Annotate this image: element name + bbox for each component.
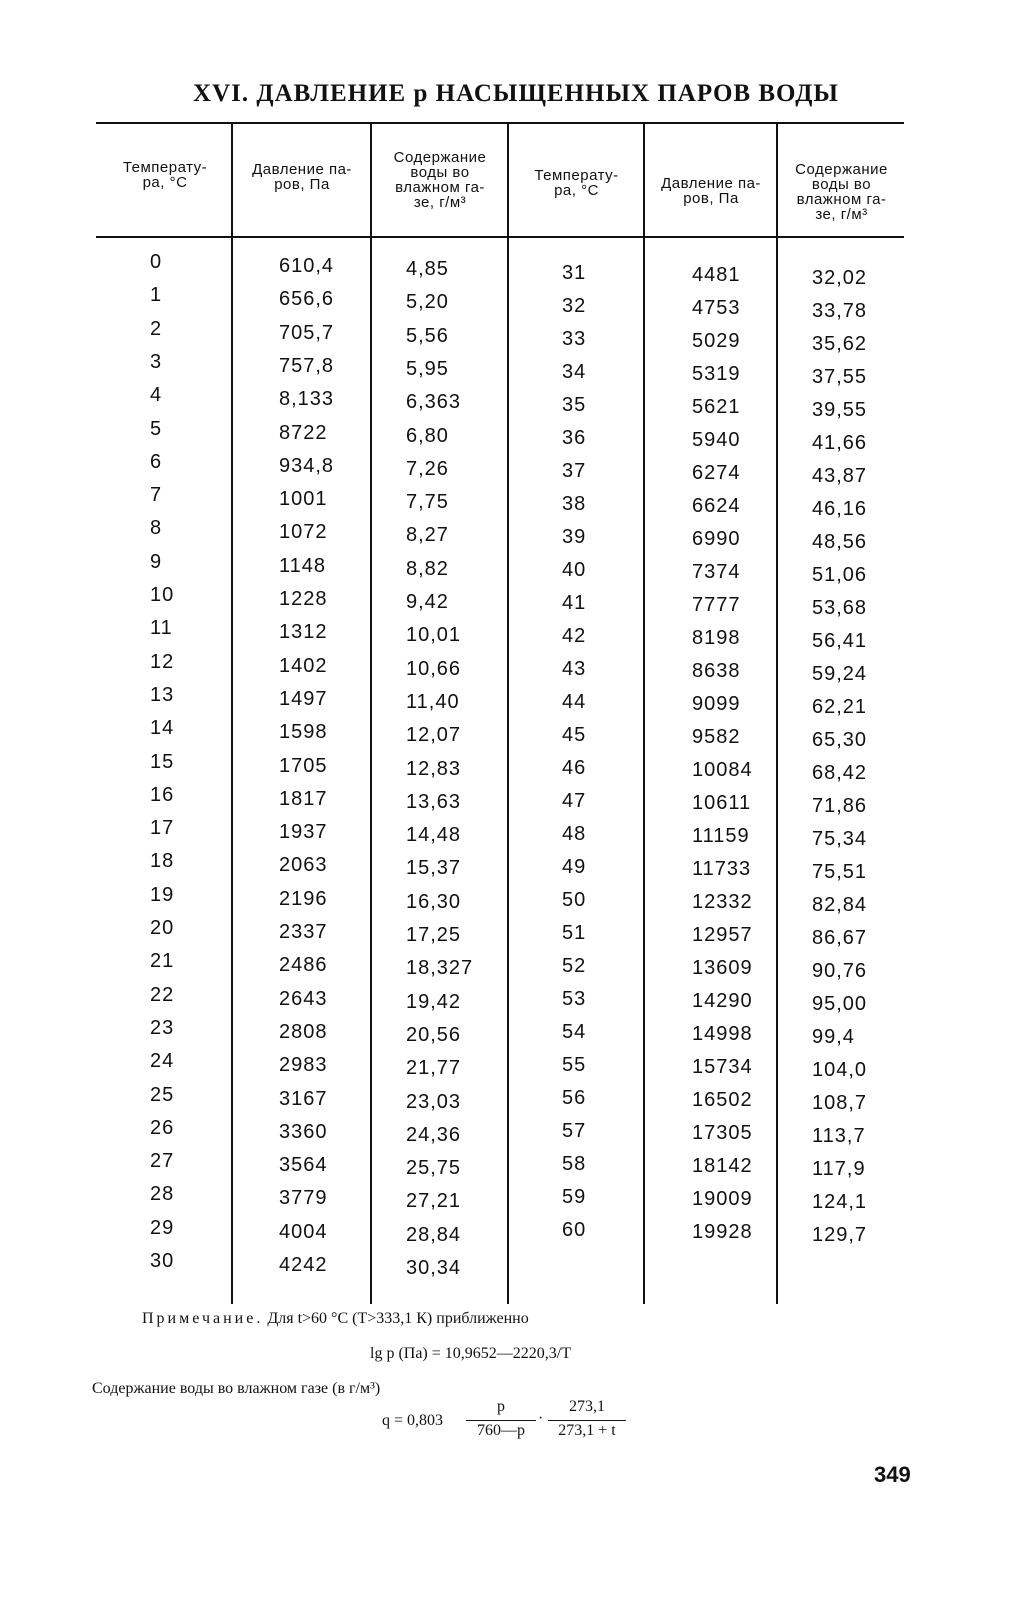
pressure-cell: 6274 <box>692 462 741 484</box>
water-content-cell: 7,26 <box>406 457 449 480</box>
pressure-cell: 12957 <box>692 924 753 946</box>
pressure-cell: 14290 <box>692 990 753 1012</box>
water-content-cell: 5,56 <box>406 324 449 347</box>
pressure-cell: 705,7 <box>279 321 335 344</box>
water-content-cell: 16,30 <box>406 890 462 913</box>
temperature-cell: 37 <box>562 460 587 482</box>
temperature-cell: 9 <box>150 550 163 573</box>
pressure-cell: 6624 <box>692 495 741 517</box>
temperature-cell: 19 <box>150 883 175 906</box>
water-content-cell: 68,42 <box>812 762 868 784</box>
water-content-cell: 86,67 <box>812 927 868 949</box>
water-content-cell: 9,42 <box>406 591 449 613</box>
temperature-cell: 51 <box>562 922 587 944</box>
pressure-cell: 5319 <box>692 363 741 385</box>
pressure-cell: 2983 <box>279 1054 328 1077</box>
pressure-cell: 2063 <box>279 854 328 877</box>
header-water-content-right <box>779 162 904 222</box>
water-content-cell: 59,24 <box>812 663 868 685</box>
pressure-cell: 3779 <box>279 1187 328 1210</box>
temperature-cell: 10 <box>150 584 175 606</box>
temperature-cell: 43 <box>562 658 587 680</box>
pressure-cell: 5940 <box>692 429 741 451</box>
water-content-cell: 51,06 <box>812 564 868 586</box>
pressure-cell: 2337 <box>279 921 328 943</box>
note-label: Примечание. <box>142 1310 264 1327</box>
pressure-cell: 1598 <box>279 721 328 744</box>
pressure-cell: 10084 <box>692 759 753 781</box>
water-content-cell: 33,78 <box>812 300 868 322</box>
pressure-cell: 8,133 <box>279 388 335 411</box>
temperature-cell: 49 <box>562 856 587 878</box>
water-content-cell: 82,84 <box>812 894 868 916</box>
temperature-cell: 34 <box>562 361 587 383</box>
pressure-cell: 18142 <box>692 1155 753 1177</box>
header-line: Давление па- <box>252 161 352 178</box>
temperature-cell: 1 <box>150 284 163 307</box>
header-pressure-right <box>646 176 776 206</box>
temperature-cell: 32 <box>562 295 587 317</box>
note-condition: Для t>60 °С (T>333,1 К) приближенно <box>267 1310 529 1327</box>
temperature-cell: 57 <box>562 1120 587 1142</box>
header-line: зе, г/м³ <box>815 206 868 223</box>
temperature-cell: 44 <box>562 691 587 713</box>
temperature-cell: 47 <box>562 790 587 812</box>
pressure-cell: 1228 <box>279 588 328 610</box>
header-bottom-rule <box>96 236 904 238</box>
water-content-cell: 23,03 <box>406 1090 462 1113</box>
water-content-cell: 6,363 <box>406 391 462 414</box>
temperature-cell: 15 <box>150 750 175 773</box>
temperature-cell: 22 <box>150 983 175 1006</box>
water-content-cell: 27,21 <box>406 1190 462 1213</box>
water-content-cell: 71,86 <box>812 795 868 817</box>
table-top-rule <box>96 122 904 124</box>
water-content-cell: 90,76 <box>812 960 868 982</box>
water-content-cell: 117,9 <box>812 1158 866 1180</box>
fraction-2-bar <box>548 1420 626 1421</box>
water-content-cell: 46,16 <box>812 498 868 520</box>
pressure-cell: 8638 <box>692 660 741 682</box>
temperature-cell: 50 <box>562 889 587 911</box>
water-content-cell: 99,4 <box>812 1026 855 1048</box>
temperature-cell: 45 <box>562 724 587 746</box>
multiply-dot: · <box>538 1410 544 1427</box>
pressure-cell: 12332 <box>692 891 753 913</box>
pressure-cell: 16502 <box>692 1089 753 1111</box>
header-line: ра, °С <box>142 174 188 191</box>
water-content-cell: 113,7 <box>812 1125 866 1147</box>
temperature-cell: 18 <box>150 850 175 873</box>
note-line-1 <box>142 1310 529 1328</box>
pressure-cell: 1705 <box>279 754 328 777</box>
pressure-cell: 8198 <box>692 627 741 649</box>
water-content-cell: 95,00 <box>812 993 868 1015</box>
temperature-cell: 31 <box>562 262 587 284</box>
temperature-cell: 48 <box>562 823 587 845</box>
column-divider <box>507 124 509 1304</box>
water-content-cell: 108,7 <box>812 1092 868 1114</box>
pressure-cell: 8722 <box>279 421 328 444</box>
temperature-cell: 39 <box>562 526 587 548</box>
water-content-cell: 8,27 <box>406 524 449 547</box>
pressure-cell: 19009 <box>692 1188 753 1210</box>
temperature-cell: 2 <box>150 317 163 340</box>
pressure-cell: 6990 <box>692 528 741 550</box>
temperature-cell: 12 <box>150 650 175 673</box>
pressure-cell: 9582 <box>692 726 741 748</box>
water-content-cell: 15,37 <box>406 857 462 880</box>
pressure-cell: 15734 <box>692 1056 753 1078</box>
temperature-cell: 26 <box>150 1116 175 1139</box>
water-content-cell: 20,56 <box>406 1023 462 1046</box>
page-title: XVI. ДАВЛЕНИЕ p НАСЫЩЕННЫХ ПАРОВ ВОДЫ <box>193 80 839 107</box>
pressure-cell: 3167 <box>279 1087 328 1110</box>
header-line: Температу- <box>122 159 208 176</box>
pressure-cell: 1148 <box>279 554 327 577</box>
temperature-cell: 38 <box>562 493 587 515</box>
water-content-cell: 56,41 <box>812 630 868 652</box>
fraction-2-numerator: 273,1 <box>569 1398 605 1415</box>
header-line: зе, г/м³ <box>413 194 467 211</box>
pressure-cell: 11733 <box>692 858 752 880</box>
pressure-cell: 2486 <box>279 954 328 977</box>
pressure-cell: 9099 <box>692 693 741 715</box>
pressure-cell: 1001 <box>279 488 328 511</box>
temperature-cell: 13 <box>150 683 175 706</box>
formula-pressure: lg p (Па) = 10,9652—2220,3/T <box>370 1345 571 1362</box>
temperature-cell: 40 <box>562 559 587 581</box>
water-content-cell: 37,55 <box>812 366 868 388</box>
pressure-cell: 7777 <box>692 594 741 616</box>
water-content-cell: 13,63 <box>406 790 462 813</box>
temperature-cell: 21 <box>150 950 175 973</box>
fraction-1-bar <box>466 1420 536 1421</box>
pressure-cell: 1312 <box>279 621 328 644</box>
temperature-cell: 60 <box>562 1219 587 1241</box>
water-content-cell: 11,40 <box>406 690 460 713</box>
water-content-cell: 30,34 <box>406 1257 462 1279</box>
water-content-cell: 19,42 <box>406 990 462 1013</box>
pressure-cell: 4242 <box>279 1254 328 1276</box>
water-content-cell: 7,75 <box>406 491 449 514</box>
water-content-cell: 28,84 <box>406 1223 462 1246</box>
temperature-cell: 59 <box>562 1186 587 1208</box>
temperature-cell: 54 <box>562 1021 587 1043</box>
temperature-cell: 6 <box>150 450 163 473</box>
pressure-cell: 19928 <box>692 1221 753 1243</box>
temperature-cell: 46 <box>562 757 587 779</box>
temperature-cell: 7 <box>150 484 163 507</box>
pressure-cell: 4004 <box>279 1220 328 1243</box>
header-line: ров, Па <box>274 176 330 193</box>
temperature-cell: 56 <box>562 1087 587 1109</box>
temperature-cell: 55 <box>562 1054 587 1076</box>
temperature-cell: 5 <box>150 417 163 440</box>
pressure-cell: 14998 <box>692 1023 753 1045</box>
pressure-cell: 3564 <box>279 1154 328 1177</box>
pressure-cell: 656,6 <box>279 288 335 311</box>
water-content-cell: 104,0 <box>812 1059 868 1081</box>
fraction-1-denominator: 760—p <box>477 1422 525 1439</box>
water-content-cell: 24,36 <box>406 1123 462 1146</box>
temperature-cell: 29 <box>150 1216 175 1239</box>
temperature-cell: 3 <box>150 350 163 373</box>
header-line: воды во <box>410 164 470 181</box>
header-line: Температу- <box>534 167 619 184</box>
pressure-cell: 17305 <box>692 1122 753 1144</box>
pressure-cell: 934,8 <box>279 454 335 477</box>
temperature-cell: 36 <box>562 427 587 449</box>
formula-content-left: q = 0,803 <box>382 1412 444 1429</box>
water-content-cell: 43,87 <box>812 465 868 487</box>
temperature-cell: 58 <box>562 1153 587 1175</box>
water-content-cell: 75,51 <box>812 861 868 883</box>
pressure-cell: 1402 <box>279 654 328 677</box>
pressure-cell: 5621 <box>692 396 741 418</box>
temperature-cell: 53 <box>562 988 587 1010</box>
water-content-cell: 48,56 <box>812 531 868 553</box>
temperature-cell: 41 <box>562 592 587 614</box>
pressure-cell: 1817 <box>279 787 328 810</box>
pressure-cell: 2643 <box>279 987 328 1010</box>
pressure-cell: 4753 <box>692 297 741 319</box>
column-divider <box>231 124 233 1304</box>
water-content-cell: 17,25 <box>406 924 462 946</box>
temperature-cell: 52 <box>562 955 587 977</box>
water-content-cell: 41,66 <box>812 432 868 454</box>
water-content-cell: 75,34 <box>812 828 868 850</box>
pressure-cell: 3360 <box>279 1120 328 1143</box>
header-line: влажном га- <box>395 179 485 196</box>
temperature-cell: 11 <box>150 617 173 640</box>
header-water-content-left <box>373 150 507 210</box>
pressure-cell: 4481 <box>692 264 741 286</box>
pressure-cell: 1937 <box>279 821 328 844</box>
temperature-cell: 4 <box>150 384 163 407</box>
header-line: ров, Па <box>683 190 739 207</box>
temperature-cell: 17 <box>150 817 175 840</box>
pressure-cell: 2196 <box>279 887 328 910</box>
temperature-cell: 8 <box>150 517 163 540</box>
water-content-cell: 21,77 <box>406 1057 462 1080</box>
water-content-cell: 25,75 <box>406 1157 462 1180</box>
note-line-2: Содержание воды во влажном газе (в г/м³) <box>92 1380 381 1397</box>
pressure-cell: 757,8 <box>279 354 335 377</box>
header-line: Давление па- <box>661 175 761 192</box>
pressure-cell: 11159 <box>692 825 750 847</box>
header-temperature-right <box>510 168 643 198</box>
pressure-cell: 5029 <box>692 330 741 352</box>
water-content-cell: 129,7 <box>812 1224 868 1246</box>
pressure-cell: 2808 <box>279 1020 328 1043</box>
header-line: Содержание <box>795 161 888 178</box>
pressure-cell: 1072 <box>279 521 328 544</box>
fraction-1-numerator: p <box>497 1398 505 1415</box>
pressure-cell: 10611 <box>692 792 752 814</box>
water-content-cell: 10,01 <box>406 624 462 647</box>
water-content-cell: 4,85 <box>406 258 449 280</box>
water-content-cell: 14,48 <box>406 824 462 847</box>
temperature-cell: 25 <box>150 1083 175 1106</box>
water-content-cell: 65,30 <box>812 729 868 751</box>
header-line: влажном га- <box>796 191 887 208</box>
temperature-cell: 28 <box>150 1183 175 1206</box>
temperature-cell: 0 <box>150 251 163 273</box>
water-content-cell: 18,327 <box>406 957 474 980</box>
fraction-2-denominator: 273,1 + t <box>558 1422 616 1439</box>
header-temperature-left <box>100 160 230 190</box>
water-content-cell: 32,02 <box>812 267 868 289</box>
water-content-cell: 39,55 <box>812 399 868 421</box>
page-number: 349 <box>874 1462 911 1487</box>
column-divider <box>643 124 645 1304</box>
water-content-cell: 12,83 <box>406 757 462 780</box>
pressure-cell: 7374 <box>692 561 741 583</box>
temperature-cell: 14 <box>150 717 175 740</box>
water-content-cell: 8,82 <box>406 557 449 580</box>
water-content-cell: 6,80 <box>406 424 449 447</box>
temperature-cell: 24 <box>150 1050 175 1073</box>
header-pressure-left <box>234 162 370 192</box>
pressure-cell: 13609 <box>692 957 753 979</box>
column-divider <box>776 124 778 1304</box>
temperature-cell: 35 <box>562 394 587 416</box>
water-content-cell: 5,20 <box>406 291 449 314</box>
water-content-cell: 5,95 <box>406 357 449 380</box>
column-divider <box>370 124 372 1304</box>
water-content-cell: 53,68 <box>812 597 868 619</box>
temperature-cell: 42 <box>562 625 587 647</box>
water-content-cell: 124,1 <box>812 1191 868 1213</box>
temperature-cell: 16 <box>150 783 175 806</box>
temperature-cell: 23 <box>150 1016 175 1039</box>
header-line: Содержание <box>393 149 487 166</box>
water-content-cell: 10,66 <box>406 657 462 680</box>
pressure-cell: 1497 <box>279 687 328 710</box>
water-content-cell: 12,07 <box>406 724 462 747</box>
pressure-cell: 610,4 <box>279 255 335 277</box>
temperature-cell: 20 <box>150 917 175 939</box>
header-line: ра, °С <box>554 182 599 199</box>
temperature-cell: 27 <box>150 1150 175 1173</box>
water-content-cell: 35,62 <box>812 333 868 355</box>
water-content-cell: 62,21 <box>812 696 868 718</box>
temperature-cell: 30 <box>150 1250 175 1272</box>
header-line: воды во <box>811 176 872 193</box>
temperature-cell: 33 <box>562 328 587 350</box>
